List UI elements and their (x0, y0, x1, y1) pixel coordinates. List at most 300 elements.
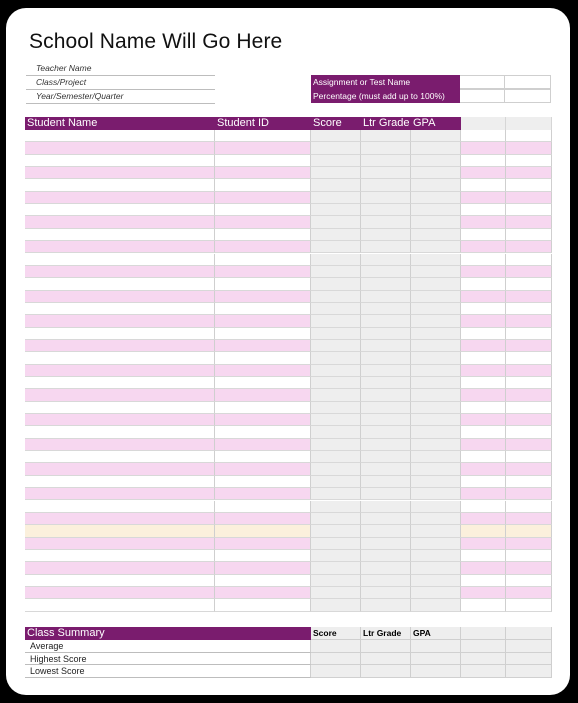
table-cell[interactable] (461, 389, 506, 401)
table-cell[interactable] (361, 439, 411, 451)
table-cell[interactable] (215, 402, 311, 414)
table-cell[interactable] (361, 241, 411, 253)
table-cell[interactable] (215, 550, 311, 562)
table-cell[interactable] (411, 402, 461, 414)
table-cell[interactable] (411, 179, 461, 191)
table-cell[interactable] (215, 587, 311, 599)
table-cell[interactable] (506, 216, 552, 228)
table-cell[interactable] (461, 241, 506, 253)
table-cell[interactable] (411, 216, 461, 228)
table-cell[interactable] (311, 476, 361, 488)
table-cell[interactable] (215, 389, 311, 401)
table-cell[interactable] (506, 463, 552, 475)
table-cell[interactable] (411, 501, 461, 513)
year-semester-field[interactable]: Year/Semester/Quarter (26, 90, 215, 104)
table-cell[interactable] (311, 365, 361, 377)
table-cell[interactable] (411, 439, 461, 451)
table-cell[interactable] (361, 254, 411, 266)
table-cell[interactable] (461, 414, 506, 426)
table-cell[interactable] (461, 229, 506, 241)
table-cell[interactable] (361, 303, 411, 315)
table-cell[interactable] (311, 550, 361, 562)
table-cell[interactable] (411, 254, 461, 266)
summary-cell[interactable] (411, 640, 461, 653)
table-cell[interactable] (461, 538, 506, 550)
table-cell[interactable] (461, 575, 506, 587)
table-cell[interactable] (25, 402, 215, 414)
table-cell[interactable] (411, 550, 461, 562)
table-cell[interactable] (361, 513, 411, 525)
table-cell[interactable] (461, 599, 506, 611)
table-cell[interactable] (361, 501, 411, 513)
table-cell[interactable] (461, 439, 506, 451)
table-cell[interactable] (461, 550, 506, 562)
table-cell[interactable] (311, 204, 361, 216)
table-cell[interactable] (361, 155, 411, 167)
table-cell[interactable] (25, 513, 215, 525)
table-cell[interactable] (25, 365, 215, 377)
table-cell[interactable] (311, 315, 361, 327)
table-cell[interactable] (461, 562, 506, 574)
table-cell[interactable] (506, 328, 552, 340)
table-cell[interactable] (311, 439, 361, 451)
class-project-field[interactable]: Class/Project (26, 76, 215, 90)
percentage-cell-2[interactable] (505, 89, 551, 103)
table-cell[interactable] (461, 266, 506, 278)
table-cell[interactable] (215, 488, 311, 500)
table-cell[interactable] (25, 426, 215, 438)
table-cell[interactable] (461, 365, 506, 377)
table-cell[interactable] (25, 229, 215, 241)
table-cell[interactable] (311, 130, 361, 142)
table-cell[interactable] (361, 229, 411, 241)
table-cell[interactable] (311, 587, 361, 599)
summary-cell[interactable] (361, 665, 411, 678)
table-cell[interactable] (361, 402, 411, 414)
table-cell[interactable] (215, 562, 311, 574)
table-cell[interactable] (361, 130, 411, 142)
table-cell[interactable] (311, 167, 361, 179)
table-cell[interactable] (461, 352, 506, 364)
table-cell[interactable] (25, 192, 215, 204)
table-cell[interactable] (506, 451, 552, 463)
table-cell[interactable] (361, 414, 411, 426)
summary-cell[interactable] (506, 640, 552, 653)
table-cell[interactable] (215, 241, 311, 253)
table-cell[interactable] (506, 291, 552, 303)
table-cell[interactable] (411, 229, 461, 241)
assignment-cell-1[interactable] (460, 75, 505, 89)
table-cell[interactable] (461, 192, 506, 204)
table-cell[interactable] (311, 266, 361, 278)
table-cell[interactable] (361, 142, 411, 154)
table-cell[interactable] (411, 266, 461, 278)
table-cell[interactable] (461, 315, 506, 327)
table-cell[interactable] (25, 562, 215, 574)
table-cell[interactable] (215, 179, 311, 191)
table-cell[interactable] (311, 328, 361, 340)
table-cell[interactable] (361, 179, 411, 191)
table-cell[interactable] (311, 426, 361, 438)
table-cell[interactable] (506, 229, 552, 241)
table-cell[interactable] (506, 142, 552, 154)
table-cell[interactable] (506, 315, 552, 327)
table-cell[interactable] (311, 463, 361, 475)
table-cell[interactable] (411, 513, 461, 525)
table-cell[interactable] (411, 365, 461, 377)
table-cell[interactable] (361, 451, 411, 463)
table-cell[interactable] (411, 562, 461, 574)
table-cell[interactable] (25, 488, 215, 500)
table-cell[interactable] (361, 352, 411, 364)
summary-cell[interactable] (411, 653, 461, 666)
table-cell[interactable] (361, 389, 411, 401)
summary-cell[interactable] (461, 640, 506, 653)
table-cell[interactable] (311, 254, 361, 266)
table-cell[interactable] (361, 476, 411, 488)
table-cell[interactable] (215, 229, 311, 241)
table-cell[interactable] (25, 291, 215, 303)
table-cell[interactable] (215, 167, 311, 179)
table-cell[interactable] (461, 167, 506, 179)
summary-cell[interactable] (311, 665, 361, 678)
table-cell[interactable] (411, 377, 461, 389)
table-cell[interactable] (506, 179, 552, 191)
table-cell[interactable] (25, 439, 215, 451)
summary-cell[interactable] (311, 640, 361, 653)
table-cell[interactable] (25, 328, 215, 340)
table-cell[interactable] (215, 451, 311, 463)
table-cell[interactable] (506, 266, 552, 278)
table-cell[interactable] (361, 488, 411, 500)
table-cell[interactable] (311, 142, 361, 154)
table-cell[interactable] (506, 414, 552, 426)
table-cell[interactable] (25, 599, 215, 611)
table-cell[interactable] (25, 476, 215, 488)
table-cell[interactable] (411, 303, 461, 315)
table-cell[interactable] (411, 389, 461, 401)
table-cell[interactable] (461, 216, 506, 228)
table-cell[interactable] (461, 204, 506, 216)
table-cell[interactable] (361, 426, 411, 438)
table-cell[interactable] (411, 599, 461, 611)
table-cell[interactable] (506, 501, 552, 513)
table-cell[interactable] (506, 130, 552, 142)
summary-cell[interactable] (461, 653, 506, 666)
table-cell[interactable] (506, 241, 552, 253)
table-cell[interactable] (25, 216, 215, 228)
table-cell[interactable] (461, 155, 506, 167)
table-cell[interactable] (311, 488, 361, 500)
table-cell[interactable] (25, 266, 215, 278)
table-cell[interactable] (215, 303, 311, 315)
summary-cell[interactable] (361, 653, 411, 666)
table-cell[interactable] (215, 155, 311, 167)
table-cell[interactable] (215, 501, 311, 513)
table-cell[interactable] (361, 278, 411, 290)
table-cell[interactable] (361, 291, 411, 303)
table-cell[interactable] (311, 340, 361, 352)
table-cell[interactable] (361, 365, 411, 377)
table-cell[interactable] (461, 426, 506, 438)
table-cell[interactable] (25, 130, 215, 142)
table-cell[interactable] (311, 575, 361, 587)
table-cell[interactable] (215, 513, 311, 525)
table-cell[interactable] (411, 278, 461, 290)
table-cell[interactable] (411, 575, 461, 587)
table-cell[interactable] (311, 241, 361, 253)
summary-cell[interactable] (311, 653, 361, 666)
summary-cell[interactable] (361, 640, 411, 653)
percentage-cell-1[interactable] (460, 89, 505, 103)
table-cell[interactable] (361, 599, 411, 611)
table-cell[interactable] (506, 587, 552, 599)
table-cell[interactable] (25, 538, 215, 550)
table-cell[interactable] (215, 599, 311, 611)
table-cell[interactable] (25, 550, 215, 562)
table-cell[interactable] (506, 303, 552, 315)
table-cell[interactable] (25, 254, 215, 266)
table-cell[interactable] (461, 513, 506, 525)
table-cell[interactable] (411, 315, 461, 327)
table-cell[interactable] (361, 550, 411, 562)
table-cell[interactable] (215, 575, 311, 587)
table-cell[interactable] (25, 352, 215, 364)
table-cell[interactable] (311, 278, 361, 290)
table-cell[interactable] (506, 426, 552, 438)
table-cell[interactable] (411, 130, 461, 142)
table-cell[interactable] (25, 463, 215, 475)
table-cell[interactable] (361, 575, 411, 587)
table-row (25, 365, 552, 377)
table-cell[interactable] (311, 229, 361, 241)
table-cell[interactable] (411, 488, 461, 500)
table-cell[interactable] (506, 340, 552, 352)
table-cell[interactable] (506, 167, 552, 179)
table-cell[interactable] (361, 266, 411, 278)
table-row (25, 451, 552, 463)
table-cell[interactable] (461, 179, 506, 191)
table-cell[interactable] (411, 192, 461, 204)
teacher-name-field[interactable]: Teacher Name (26, 62, 215, 76)
table-cell[interactable] (215, 525, 311, 537)
table-cell[interactable] (25, 241, 215, 253)
table-cell[interactable] (506, 513, 552, 525)
table-cell[interactable] (506, 476, 552, 488)
table-cell[interactable] (361, 328, 411, 340)
assignment-cell-2[interactable] (505, 75, 551, 89)
table-cell[interactable] (361, 216, 411, 228)
table-cell[interactable] (215, 142, 311, 154)
table-cell[interactable] (215, 476, 311, 488)
table-cell[interactable] (411, 352, 461, 364)
table-cell[interactable] (461, 303, 506, 315)
table-cell[interactable] (215, 352, 311, 364)
table-cell[interactable] (361, 377, 411, 389)
table-cell[interactable] (461, 254, 506, 266)
table-cell[interactable] (461, 142, 506, 154)
table-cell[interactable] (25, 501, 215, 513)
table-cell[interactable] (361, 562, 411, 574)
table-cell[interactable] (361, 315, 411, 327)
summary-cell[interactable] (411, 665, 461, 678)
table-cell[interactable] (506, 562, 552, 574)
table-cell[interactable] (25, 167, 215, 179)
table-cell[interactable] (506, 550, 552, 562)
table-cell[interactable] (215, 538, 311, 550)
table-cell[interactable] (25, 525, 215, 537)
table-cell[interactable] (311, 377, 361, 389)
table-row (25, 426, 552, 438)
table-cell[interactable] (25, 389, 215, 401)
table-cell[interactable] (25, 315, 215, 327)
table-cell[interactable] (461, 451, 506, 463)
table-cell[interactable] (461, 476, 506, 488)
table-cell[interactable] (311, 402, 361, 414)
table-cell[interactable] (25, 155, 215, 167)
table-cell[interactable] (215, 426, 311, 438)
table-cell[interactable] (411, 328, 461, 340)
table-cell[interactable] (506, 402, 552, 414)
table-cell[interactable] (311, 389, 361, 401)
table-cell[interactable] (461, 463, 506, 475)
table-cell[interactable] (215, 365, 311, 377)
table-cell[interactable] (215, 266, 311, 278)
table-cell[interactable] (25, 587, 215, 599)
table-cell[interactable] (25, 575, 215, 587)
table-cell[interactable] (311, 291, 361, 303)
table-cell[interactable] (215, 439, 311, 451)
table-cell[interactable] (506, 389, 552, 401)
table-cell[interactable] (506, 488, 552, 500)
table-cell[interactable] (215, 463, 311, 475)
table-cell[interactable] (215, 216, 311, 228)
table-cell[interactable] (411, 167, 461, 179)
table-cell[interactable] (461, 328, 506, 340)
table-cell[interactable] (215, 328, 311, 340)
table-cell[interactable] (311, 562, 361, 574)
table-cell[interactable] (311, 513, 361, 525)
table-cell[interactable] (25, 414, 215, 426)
table-cell[interactable] (506, 192, 552, 204)
table-cell[interactable] (506, 377, 552, 389)
table-cell[interactable] (461, 402, 506, 414)
table-cell[interactable] (311, 414, 361, 426)
table-cell[interactable] (361, 525, 411, 537)
table-cell[interactable] (215, 278, 311, 290)
table-cell[interactable] (411, 291, 461, 303)
table-cell[interactable] (411, 142, 461, 154)
table-cell[interactable] (461, 587, 506, 599)
summary-cell[interactable] (461, 665, 506, 678)
table-cell[interactable] (25, 142, 215, 154)
table-cell[interactable] (506, 254, 552, 266)
table-cell[interactable] (506, 365, 552, 377)
table-cell[interactable] (361, 463, 411, 475)
table-cell[interactable] (506, 352, 552, 364)
table-cell[interactable] (411, 426, 461, 438)
table-cell[interactable] (25, 204, 215, 216)
table-cell[interactable] (25, 278, 215, 290)
table-cell[interactable] (25, 340, 215, 352)
table-cell[interactable] (461, 525, 506, 537)
table-cell[interactable] (361, 167, 411, 179)
table-cell[interactable] (311, 352, 361, 364)
table-cell[interactable] (311, 303, 361, 315)
table-cell[interactable] (506, 525, 552, 537)
table-cell[interactable] (461, 377, 506, 389)
table-cell[interactable] (411, 204, 461, 216)
table-cell[interactable] (311, 525, 361, 537)
table-cell[interactable] (461, 130, 506, 142)
table-cell[interactable] (361, 340, 411, 352)
table-cell[interactable] (361, 192, 411, 204)
table-cell[interactable] (311, 538, 361, 550)
table-cell[interactable] (506, 278, 552, 290)
table-cell[interactable] (411, 340, 461, 352)
table-cell[interactable] (215, 315, 311, 327)
table-cell[interactable] (215, 254, 311, 266)
summary-cell[interactable] (506, 653, 552, 666)
table-cell[interactable] (506, 575, 552, 587)
table-cell[interactable] (411, 451, 461, 463)
table-cell[interactable] (311, 179, 361, 191)
table-cell[interactable] (215, 192, 311, 204)
table-cell[interactable] (506, 439, 552, 451)
table-cell[interactable] (411, 476, 461, 488)
table-cell[interactable] (506, 155, 552, 167)
col-header-score: Score (311, 117, 361, 130)
table-cell[interactable] (311, 216, 361, 228)
table-cell[interactable] (411, 155, 461, 167)
table-cell[interactable] (361, 587, 411, 599)
table-cell[interactable] (506, 599, 552, 611)
table-cell[interactable] (215, 204, 311, 216)
table-cell[interactable] (411, 241, 461, 253)
table-cell[interactable] (361, 204, 411, 216)
table-cell[interactable] (411, 463, 461, 475)
table-cell[interactable] (25, 377, 215, 389)
assignment-name-label: Assignment or Test Name (311, 75, 460, 89)
table-cell[interactable] (311, 599, 361, 611)
table-cell[interactable] (461, 488, 506, 500)
table-cell[interactable] (311, 501, 361, 513)
table-cell[interactable] (215, 414, 311, 426)
table-cell[interactable] (411, 538, 461, 550)
table-cell[interactable] (215, 130, 311, 142)
table-cell[interactable] (311, 451, 361, 463)
table-cell[interactable] (25, 451, 215, 463)
summary-cell[interactable] (506, 665, 552, 678)
table-cell[interactable] (311, 155, 361, 167)
table-cell[interactable] (411, 525, 461, 537)
table-cell[interactable] (461, 291, 506, 303)
table-cell[interactable] (411, 587, 461, 599)
table-cell[interactable] (25, 303, 215, 315)
table-cell[interactable] (311, 192, 361, 204)
table-cell[interactable] (461, 501, 506, 513)
table-cell[interactable] (215, 377, 311, 389)
table-cell[interactable] (215, 340, 311, 352)
table-cell[interactable] (506, 204, 552, 216)
table-cell[interactable] (215, 291, 311, 303)
table-cell[interactable] (411, 414, 461, 426)
table-cell[interactable] (506, 538, 552, 550)
table-cell[interactable] (461, 340, 506, 352)
table-cell[interactable] (461, 278, 506, 290)
table-cell[interactable] (25, 179, 215, 191)
table-cell[interactable] (361, 538, 411, 550)
